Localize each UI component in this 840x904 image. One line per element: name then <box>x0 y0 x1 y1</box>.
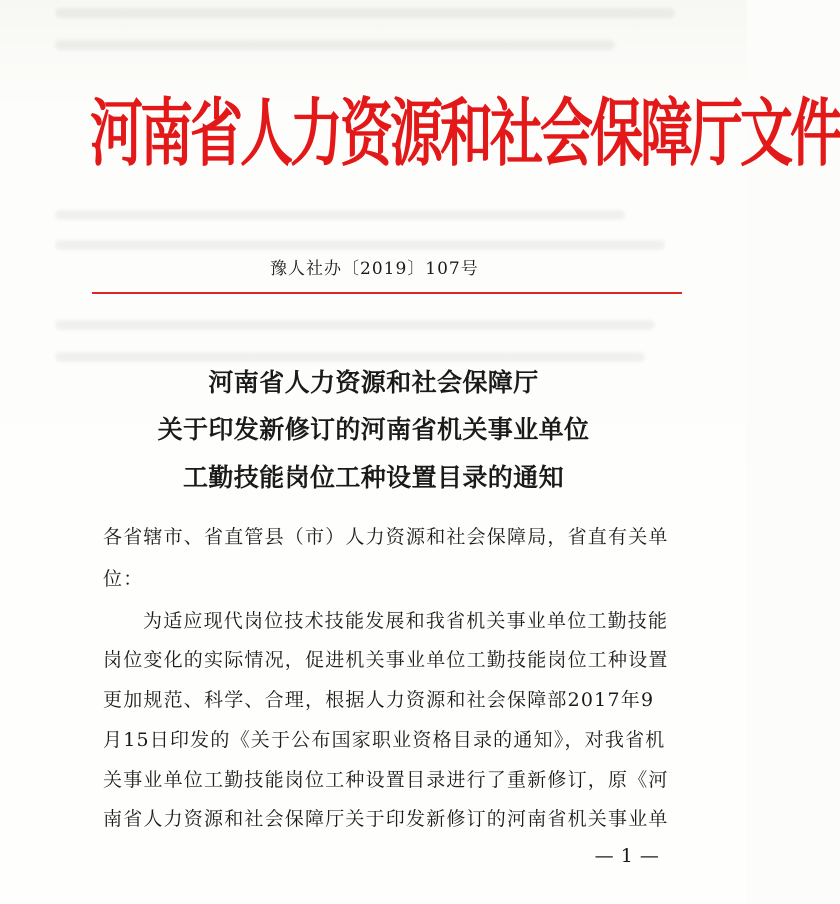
page-number: — 1 — <box>594 845 660 867</box>
paper-show-through <box>55 240 665 250</box>
body-text-line: 关事业单位工勤技能岗位工种设置目录进行了重新修订，原《河 <box>103 769 669 791</box>
paper-show-through <box>55 40 615 50</box>
body-text-line: 岗位变化的实际情况，促进机关事业单位工勤技能岗位工种设置 <box>103 649 669 671</box>
paper-show-through <box>55 210 625 220</box>
paper-show-through <box>55 320 655 330</box>
paper-show-through <box>55 352 645 362</box>
body-text-line: 月15日印发的《关于公布国家职业资格目录的通知》，对我省机 <box>103 729 666 751</box>
body-text-line: 南省人力资源和社会保障厅关于印发新修订的河南省机关事业单 <box>103 808 669 830</box>
document-number: 豫人社办〔2019〕107号 <box>270 259 479 279</box>
body-text-line: 为适应现代岗位技术技能发展和我省机关事业单位工勤技能 <box>143 610 669 632</box>
document-red-header: 河南省人力资源和社会保障厅文件 <box>90 90 840 177</box>
notice-title-line-3: 工勤技能岗位工种设置目录的通知 <box>182 463 564 492</box>
body-text-line: 各省辖市、省直管县（市）人力资源和社会保障局，省直有关单 <box>103 526 669 548</box>
body-text-line: 位： <box>103 568 144 590</box>
red-divider-line <box>92 292 682 294</box>
paper-show-through <box>55 8 675 18</box>
body-text-line: 更加规范、科学、合理，根据人力资源和社会保障部2017年9 <box>103 689 655 711</box>
notice-title-line-2: 关于印发新修订的河南省机关事业单位 <box>157 415 590 444</box>
notice-title-line-1: 河南省人力资源和社会保障厅 <box>208 368 539 397</box>
